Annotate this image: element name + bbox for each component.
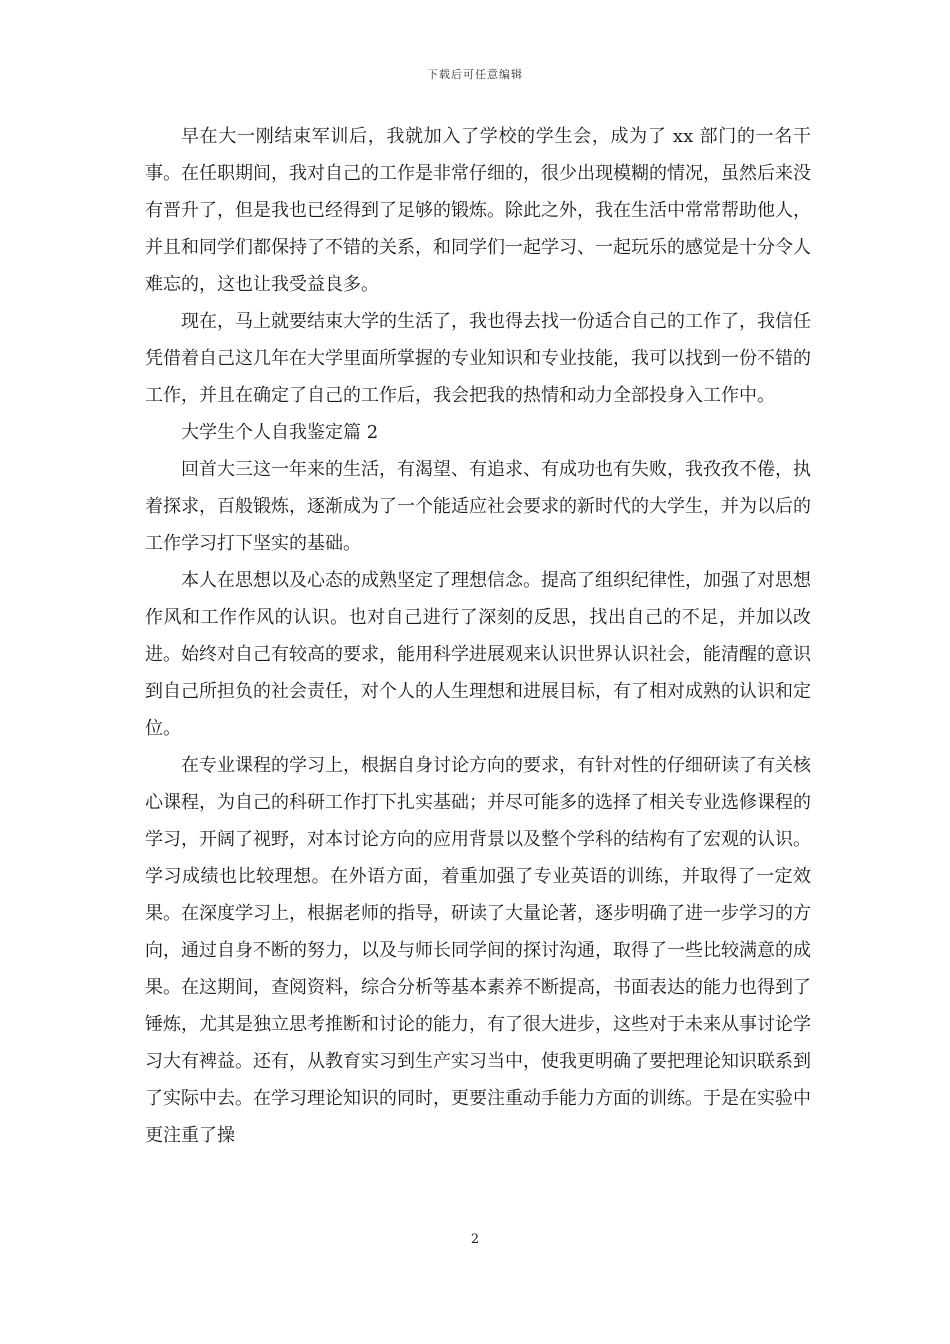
paragraph: 早在大一刚结束军训后，我就加入了学校的学生会，成为了 xx 部门的一名干事。在任职期间，我对自己的工作是非常仔细的，很少出现模糊的情况，虽然后来没有晋升了，但是我也已经得到了足够的锻炼。除此之外，我在生活中常常帮助他人，并且和同学们都保持了不错的关系，和同学们一起学习、一起玩乐的感觉是十分令人难忘的，这也让我受益良多。 (145, 126, 811, 295)
page-header: 下载后可任意编辑 (427, 68, 523, 81)
page-number: 2 (470, 1232, 480, 1247)
paragraph: 现在，马上就要结束大学的生活了，我也得去找一份适合自己的工作了，我信任凭借着自己这几年在大学里面所掌握的专业知识和专业技能，我可以找到一份不错的工作，并且在确定了自己的工作后，我会把我的热情和动力全部投身入工作中。 (145, 311, 811, 406)
paragraph: 本人在思想以及心态的成熟坚定了理想信念。提高了组织纪律性，加强了对思想作风和工作作风的认识。也对自己进行了深刻的反思，找出自己的不足，并加以改进。始终对自己有较高的要求，能用科学进展观来认识世界认识社会，能清醒的意识到自己所担负的社会责任，对个人的人生理想和进展目标，有了相对成熟的认识和定位。 (145, 570, 811, 739)
section-title: 大学生个人自我鉴定篇 2 (181, 422, 379, 443)
document-body (145, 118, 811, 1154)
paragraph: 在专业课程的学习上，根据自身讨论方向的要求，有针对性的仔细研读了有关核心课程，为自己的科研工作打下扎实基础；并尽可能多的选择了相关专业选修课程的学习，开阔了视野，对本讨论方向的应用背景以及整个学科的结构有了宏观的认识。学习成绩也比较理想。在外语方面，着重加强了专业英语的训练，并取得了一定效果。在深度学习上，根据老师的指导，研读了大量论著，逐步明确了进一步学习的方向，通过自身不断的努力，以及与师长同学间的探讨沟通，取得了一些比较满意的成果。在这期间，查阅资料，综合分析等基本素养不断提高，书面表达的能力也得到了锤炼，尤其是独立思考推断和讨论的能力，有了很大进步，这些对于未来从事讨论学习大有裨益。还有，从教育实习到生产实习当中，使我更明确了要把理论知识联系到了实际中去。在学习理论知识的同时，更要注重动手能力方面的训练。于是在实验中更注重了操 (145, 755, 811, 1146)
paragraph: 回首大三这一年来的生活，有渴望、有追求、有成功也有失败，我孜孜不倦，执着探求，百般锻炼，逐渐成为了一个能适应社会要求的新时代的大学生，并为以后的工作学习打下坚实的基础。 (145, 459, 811, 554)
